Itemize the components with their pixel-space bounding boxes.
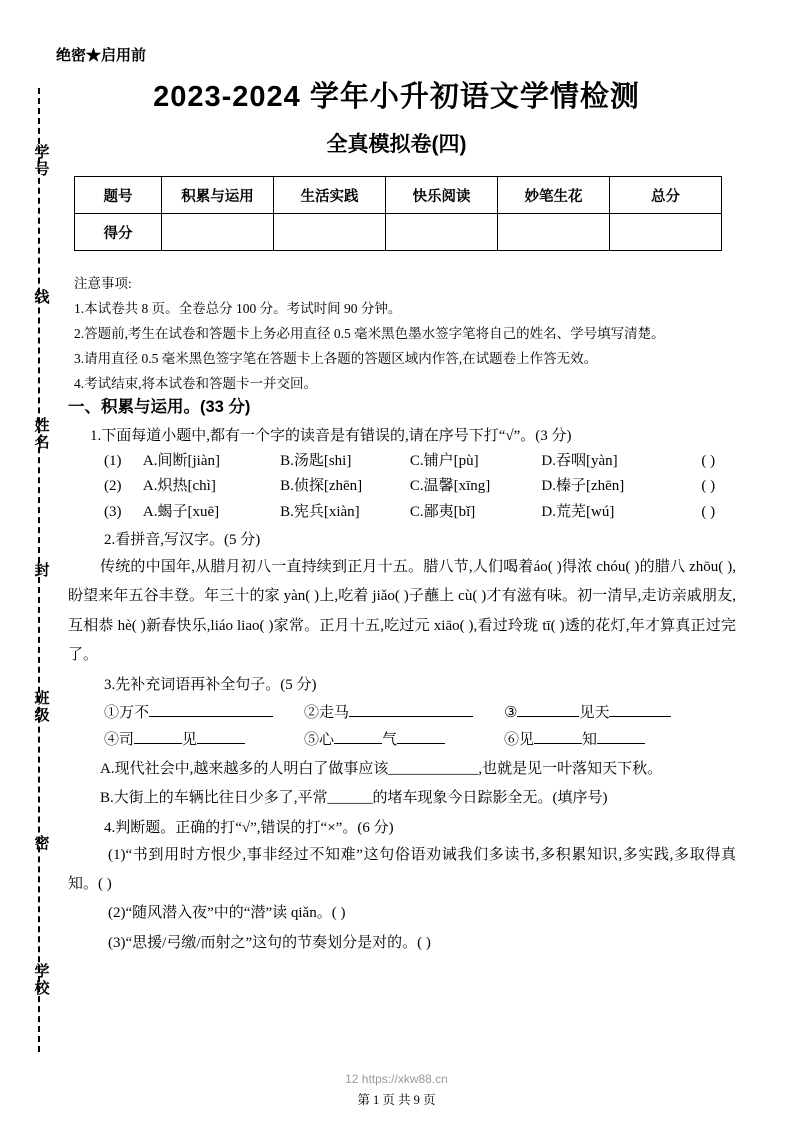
score-table bbox=[74, 176, 722, 251]
question-4-item-1[interactable]: (1)“书到用时方恨少,事非经过不知难”这句俗语劝诫我们多读书,多积累知识,多实践,多取得真知。( ) bbox=[68, 846, 736, 893]
q1-r3-no: (3) bbox=[104, 503, 122, 520]
seal-label-xuehao: 学号 bbox=[32, 143, 49, 178]
question-2-body[interactable]: 传统的中国年,从腊月初八一直持续到正月十五。腊八节,人们喝着áo( )得浓 chóu( )的腊八 zhōu( ),盼望来年五谷丰登。年三十的家 yàn( )上,吃着 jiǎo( )子蘸上 cù( )才有滋有味。初一清早,走访亲戚朋友,互相恭 hè( )新春快乐,liáo liao( )家常。正月十五,吃过元 xiāo( ),看过玲珑 tī( )透的花灯,年才算真正过完了。 bbox=[68, 559, 736, 663]
score-table-score-label: 得分 bbox=[75, 214, 162, 251]
exam-content bbox=[68, 392, 736, 958]
q1-r3-option-c[interactable]: C.鄙夷[bǐ] bbox=[409, 503, 476, 520]
secret-notice: 绝密★启用前 bbox=[56, 48, 147, 64]
q1-r3-option-b[interactable]: B.宪兵[xiàn] bbox=[280, 503, 360, 520]
seal-label-feng: 封 bbox=[32, 561, 49, 579]
q3-blank-2[interactable]: ②走马 bbox=[304, 701, 504, 725]
seal-label-xingming: 姓名 bbox=[32, 416, 49, 451]
question-3-stem: 3.先补充词语再补全句子。(5 分) bbox=[104, 677, 317, 694]
question-3-blank-row-2 bbox=[68, 728, 736, 752]
seal-label-xian: 线 bbox=[32, 288, 49, 306]
question-1-row-1 bbox=[68, 449, 736, 473]
question-1-row-2 bbox=[68, 474, 736, 498]
notes-line-3: 3.请用直径 0.5 毫米黑色签字笔在答题卡上各题的答题区域内作答,在试题卷上作答无效。 bbox=[74, 350, 598, 366]
question-1-stem: 1.下面每道小题中,都有一个字的读音是有错误的,请在序号下打“√”。(3 分) bbox=[90, 427, 572, 444]
score-col-2: 生活实践 bbox=[274, 177, 386, 214]
seal-label-mi: 密 bbox=[32, 834, 49, 852]
q1-r3-answer-blank[interactable]: ( ) bbox=[701, 503, 716, 520]
score-cell-1[interactable] bbox=[162, 214, 274, 251]
question-4-stem: 4.判断题。正确的打“√”,错误的打“×”。(6 分) bbox=[104, 819, 394, 836]
notes-line-1: 1.本试卷共 8 页。全卷总分 100 分。考试时间 90 分钟。 bbox=[74, 300, 402, 316]
page-subtitle: 全真模拟卷(四) bbox=[326, 133, 467, 156]
q1-r3-option-a[interactable]: A.蝎子[xuē] bbox=[142, 503, 220, 520]
notes-line-4: 4.考试结束,将本试卷和答题卡一并交回。 bbox=[74, 375, 317, 391]
question-3-blank-row-1 bbox=[68, 701, 736, 725]
page-title: 2023-2024 学年小升初语文学情检测 bbox=[153, 81, 640, 113]
q1-r2-answer-blank[interactable]: ( ) bbox=[701, 478, 716, 495]
q1-r2-option-d[interactable]: D.榛子[zhēn] bbox=[541, 478, 625, 495]
question-3-sentence-a[interactable]: A.现代社会中,越来越多的人明白了做事应该____________,也就是见一叶落知天下秋。 bbox=[100, 761, 663, 778]
q1-r1-option-d[interactable]: D.吞咽[yàn] bbox=[541, 453, 618, 470]
score-cell-total[interactable] bbox=[610, 214, 722, 251]
section-1-title: 一、积累与运用。(33 分) bbox=[68, 398, 251, 416]
seal-label-banji: 班级 bbox=[32, 689, 49, 724]
q1-r2-no: (2) bbox=[104, 478, 122, 495]
q1-r2-option-a[interactable]: A.炽热[chì] bbox=[142, 478, 216, 495]
q1-r3-option-d[interactable]: D.荒芜[wú] bbox=[541, 503, 615, 520]
score-col-1: 积累与运用 bbox=[162, 177, 274, 214]
question-4-item-2[interactable]: (2)“随风潜入夜”中的“潜”读 qiǎn。( ) bbox=[108, 905, 346, 922]
table-row-header bbox=[75, 177, 722, 214]
q1-r2-option-c[interactable]: C.温馨[xīng] bbox=[409, 478, 491, 495]
q1-r1-answer-blank[interactable]: ( ) bbox=[701, 453, 716, 470]
q3-blank-5[interactable]: ⑤心 气 bbox=[304, 728, 504, 752]
q1-r2-option-b[interactable]: B.侦探[zhēn] bbox=[280, 478, 363, 495]
question-1-row-3 bbox=[68, 500, 736, 524]
q1-r1-option-c[interactable]: C.铺户[pù] bbox=[409, 453, 479, 470]
score-col-total: 总分 bbox=[610, 177, 722, 214]
q3-blank-6[interactable]: ⑥见 知 bbox=[504, 728, 704, 752]
score-table-row-label: 题号 bbox=[75, 177, 162, 214]
q1-r1-option-b[interactable]: B.汤匙[shi] bbox=[280, 453, 352, 470]
score-cell-2[interactable] bbox=[274, 214, 386, 251]
notes-title: 注意事项: bbox=[74, 276, 132, 291]
score-cell-3[interactable] bbox=[386, 214, 498, 251]
exam-notes bbox=[74, 272, 724, 397]
q3-blank-3[interactable]: ③ 见天 bbox=[504, 701, 704, 725]
question-3-sentence-b[interactable]: B.大街上的车辆比往日少多了,平常______的堵车现象今日踪影全无。(填序号) bbox=[100, 790, 608, 807]
q3-blank-4[interactable]: ④司 见 bbox=[104, 728, 304, 752]
page-number: 第 1 页 共 9 页 bbox=[357, 1093, 436, 1107]
q3-blank-1[interactable]: ①万不 bbox=[104, 701, 304, 725]
score-col-4: 妙笔生花 bbox=[498, 177, 610, 214]
table-row-scores bbox=[75, 214, 722, 251]
question-2-stem: 2.看拼音,写汉字。(5 分) bbox=[104, 531, 261, 548]
notes-line-2: 2.答题前,考生在试卷和答题卡上务必用直径 0.5 毫米黑色墨水签字笔将自己的姓名、学号填写清楚。 bbox=[74, 325, 665, 341]
score-cell-4[interactable] bbox=[498, 214, 610, 251]
watermark: 12 https://xkw88.cn bbox=[345, 1072, 448, 1086]
sealing-labels bbox=[22, 88, 58, 1052]
score-col-3: 快乐阅读 bbox=[386, 177, 498, 214]
seal-label-xuexiao: 学校 bbox=[32, 962, 49, 997]
q1-r1-no: (1) bbox=[104, 453, 122, 470]
question-4-item-3[interactable]: (3)“思援/弓缴/而射之”这句的节奏划分是对的。( ) bbox=[108, 934, 431, 951]
q1-r1-option-a[interactable]: A.间断[jiàn] bbox=[142, 453, 220, 470]
